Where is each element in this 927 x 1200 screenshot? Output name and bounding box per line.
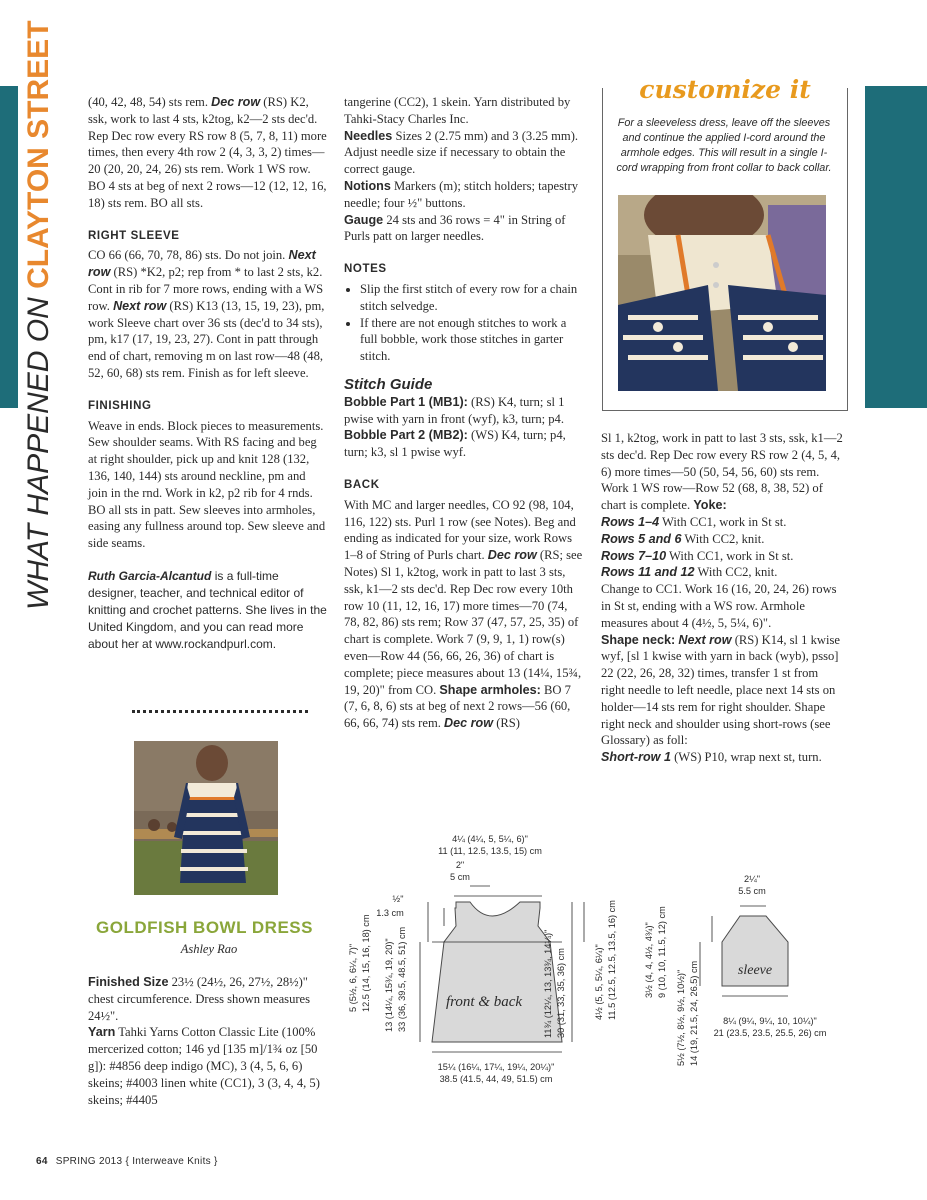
half-in: ½" [392, 894, 404, 904]
sleeve-bottom-cm: 21 (23.5, 23.5, 25.5, 26) cm [713, 1028, 827, 1038]
page-footer [36, 1156, 218, 1167]
pattern-materials: Finished Size 23½ (24½, 26, 27½, 28½)" chest circumference. Dress shown measures 24½". Yarn Tahki Yarns Cotton Classic Lite (100% mercerized cotton; 146 yd [135 m]/1¾ oz [50 g]): #4856 deep indigo (MC), 3 (4, 5, 6, 6) skeins; #4003 linen white (CC1), 3 (3, 4, 4, 5) skeins; #4405 [88, 975, 320, 1107]
notes-list [344, 281, 584, 365]
customize-text: For a sleeveless dress, leave off the sleeves and continue the applied I-cord around the armhole edges. This will result in a single I-cord wrapping from front collar to back collar. [616, 117, 832, 174]
column-2 [344, 94, 584, 732]
sleeve-bottom-in: 8¼ (9¼, 9¼, 10, 10¼)" [723, 1016, 817, 1026]
back-text: With MC and larger needles, CO 92 (98, 104, 116, 122) sts. Purl 1 row (see Notes). Beg and ending as indicated for your size, work Rows 1–8 of String of Purls chart. Dec row (RS; see Notes) Sl 1, k2tog, work in patt to last 3 sts, ssk, k1—2 sts dec'd. Rep Dec row every 10th row 10 (11, 12, 16, 17) more times—70 (74, 78, 82, 86) sts rem; Row 37 (47, 57, 25, 35) of chart is complete. Work 7 (9, 9, 1, 1) row(s) even—Row 44 (56, 66, 26, 36) of chart is complete; piece measures about 13 (14¼, 15¾, 19, 20)" from CO. Shape armholes: BO 7 (7, 6, 8, 6) sts at beg of next 2 rows—56 (60, 66, 66, 74) sts rem. Dec row (RS) [344, 497, 583, 731]
side-in: 13 (14¼, 15¾, 19, 20)" [384, 938, 394, 1032]
gauge-text: Gauge 24 sts and 36 rows = 4" in String of Purls patt on larger needles. [344, 212, 566, 244]
bottom-in: 15¼ (16¼, 17¼, 19¼, 20¼)" [437, 1062, 555, 1072]
neck-in: 2" [455, 860, 465, 870]
magazine-name: { Interweave Knits } [125, 1156, 218, 1167]
sleeve-top-in: 2¼" [743, 874, 761, 884]
notions-text: Notions Markers (m); stitch holders; tapestry needle; four ½" buttons. [344, 178, 578, 210]
center-cm: 30 (31, 33, 35, 36) cm [556, 948, 566, 1038]
arm-cm: 11.5 (12.5, 12.5, 13.5, 16) cm [607, 900, 617, 1020]
customize-title: customize it [622, 75, 828, 104]
right-color-tab [865, 86, 927, 408]
sleeve-cap-cm: 9 (10, 10, 11.5, 12) cm [657, 906, 667, 998]
bottom-cm: 38.5 (41.5, 44, 49, 51.5) cm [439, 1074, 553, 1084]
list-item: • If there are not enough stitches to work a full bobble, work those stitches in garter stitch. [360, 315, 584, 365]
arm-in: 4½ (5, 5, 5¼, 6¼)" [594, 944, 604, 1020]
side-cm: 33 (36, 39.5, 48.5, 51) cm [397, 926, 407, 1032]
column-3: Sl 1, k2tog, work in patt to last 3 sts, ssk, k1—2 sts dec'd. Rep Dec row every RS row 2 (4, 5, 4, 6) more times—50 (50, 54, 56, 60) sts rem. Work 1 WS row—Row 52 (68, 8, 38, 52) of chart is complete. Yoke: Rows 1–4 With CC1, work in St st. Rows 5 and 6 With CC2, knit. Rows 7–10 With CC1, work in St st. Rows 11 and 12 With CC2, knit. Change to CC1. Work 16 (16, 20, 24, 26) rows in St st, ending with a WS row. Armhole measures about 4 (4½, 5, 5¼, 6)". Shape neck: Next row (RS) K14, sl 1 kwise wyf, [sl 1 kwise with yarn in back (wyb), psso] 22 (22, 26, 28, 32) times, transfer 1 st from right needle to left needle, place next 14 sts on holder—14 sts rem for right shoulder. Shape right neck and shoulder using short-rows (see Glossary) as foll: Short-row 1 (WS) P10, wrap next st, turn. [601, 430, 845, 766]
dotted-divider [132, 710, 308, 713]
pattern-title: GOLDFISH BOWL DRESS [96, 918, 313, 937]
dress-back-photo [134, 741, 278, 895]
right-sleeve-text: CO 66 (66, 70, 78, 86) sts. Do not join. Next row (RS) *K2, p2; rep from * to last 2 sts, k2. Cont in rib for 7 more rows, ending with a WS row. Next row (RS) K13 (13, 15, 19, 23), pm, work Sleeve chart over 36 sts (dec'd to 34 sts), pm, k17 (17, 19, 23, 27). Cont in patt through end of chart, removing m on last row—48 (48, 52, 60, 68) sts rem. Finish as for left sleeve. [88, 248, 325, 380]
top-width-cm: 11 (11, 12.5, 13.5, 15) cm [438, 846, 542, 856]
back-continued: Sl 1, k2tog, work in patt to last 3 sts, ssk, k1—2 sts dec'd. Rep Dec row every RS row 2 (4, 5, 4, 6) more times—50 (50, 54, 56, 60) sts rem. Work 1 WS row—Row 52 (68, 8, 38, 52) of chart is complete. Yoke: [601, 431, 843, 513]
shape-neck-text: Shape neck: Next row (RS) K14, sl 1 kwise wyf, [sl 1 kwise with yarn in back (wyb), psso] 22 (22, 26, 28, 32) times, transfer 1 st from right needle to left needle, place next 14 sts on holder—14 sts rem for right shoulder. Shape right neck and shoulder using short-rows (see Glossary) as foll: [601, 632, 840, 748]
sleeve-cap-in: 3½ (4, 4, 4½, 4¾)" [644, 922, 654, 998]
half-cm: 1.3 cm [376, 908, 404, 918]
sleeve-len-cm: 14 (19, 21.5, 24, 26.5) cm [689, 960, 699, 1066]
author-bio: Ruth Garcia-Alcantud is a full-time designer, teacher, and technical editor of knitting and crochet patterns. She lives in the United Kingdom, and you can read more about her at www.rockandpurl.com. [88, 568, 327, 651]
vertical-section-title: WHAT HAPPENED ON CLAYTON STREET [22, 20, 55, 610]
left-color-tab [0, 86, 18, 408]
left-sleeve-ending: (40, 42, 48, 54) sts rem. Dec row (RS) K2, ssk, work to last 4 sts, k2tog, k2—2 sts dec'd. Rep Dec row every RS row 8 (5, 7, 8, 11) more times, then every 4th row 2 (4, 3, 3, 2) times—20 (20, 20, 24, 26) sts rem. Work 1 WS row. BO 4 sts at beg of next 2 rows—12 (12, 12, 16, 18) sts rem. BO all sts. [88, 95, 327, 210]
column-1 [88, 94, 328, 653]
yoke-left-in: 5 (5½, 6, 6¼, 7)" [348, 943, 358, 1012]
page-number: 64 [36, 1156, 48, 1167]
neck-cm: 5 cm [450, 872, 470, 882]
bobble-2: Bobble Part 2 (MB2): (WS) K4, turn; p4, turn; k3, sl 1 pwise wyf. [344, 428, 566, 460]
yoke-left-cm: 12.5 (14, 15, 16, 18) cm [361, 914, 371, 1012]
stitch-guide-heading: Stitch Guide [344, 375, 433, 393]
sleeve-len-in: 5½ (7½, 8½, 9½, 10½)" [676, 969, 686, 1066]
notes-heading: NOTES [344, 263, 387, 276]
needles-text: Needles Sizes 2 (2.75 mm) and 3 (3.25 mm). Adjust needle size if necessary to obtain the correct gauge. [344, 128, 579, 177]
designer-name: Ashley Rao [180, 942, 238, 956]
schematic-diagram [340, 830, 860, 1100]
sleeve-label: sleeve [737, 963, 773, 978]
right-sleeve-heading: RIGHT SLEEVE [88, 229, 180, 242]
back-heading: BACK [344, 478, 380, 491]
yarn-continued: tangerine (CC2), 1 skein. Yarn distributed by Tahki-Stacy Charles Inc. [344, 95, 571, 126]
collar-detail-photo [618, 195, 826, 391]
center-in: 11¾ (12¼, 13, 13¾, 14¼)" [543, 929, 553, 1038]
sleeve-top-cm: 5.5 cm [738, 886, 766, 896]
finishing-heading: FINISHING [88, 399, 152, 412]
issue: SPRING 2013 [55, 1156, 123, 1167]
top-width-in: 4¼ (4¼, 5, 5¼, 6)" [452, 834, 528, 844]
panel-label: front & back [445, 994, 523, 1010]
list-item: • Slip the first stitch of every row for a chain stitch selvedge. [360, 281, 584, 315]
finishing-text: Weave in ends. Block pieces to measurements. Sew shoulder seams. With RS facing and beg at right shoulder, pick up and knit 128 (132, 136, 140, 144) sts around neckline, pm and join in the rnd. Work in k2, p2 rib for 4 rnds. BO all sts in patt. Sew sleeves into armholes, easing any fullness around top. Sew sleeve and side seams. [88, 418, 326, 551]
bobble-1: Bobble Part 1 (MB1): (RS) K4, turn; sl 1 pwise with yarn in front (wyf), k3, turn; p4. [344, 394, 565, 426]
